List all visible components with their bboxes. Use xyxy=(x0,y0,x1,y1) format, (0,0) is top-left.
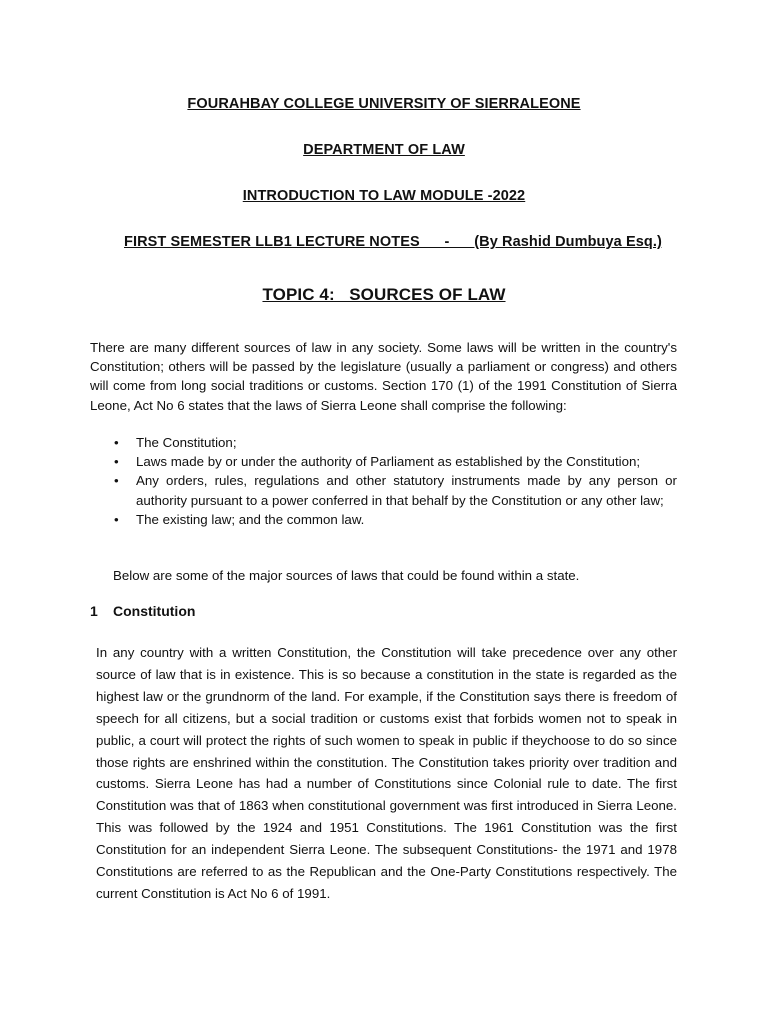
institution-heading: FOURAHBAY COLLEGE UNIVERSITY OF SIERRALEONE xyxy=(187,96,581,112)
list-item xyxy=(90,433,677,452)
module-heading: INTRODUCTION TO LAW MODULE -2022 xyxy=(242,188,526,204)
bullet-icon: • xyxy=(114,454,119,470)
topic-title: TOPIC 4: SOURCES OF LAW xyxy=(262,285,506,304)
bullet-icon: • xyxy=(114,473,119,489)
list-item xyxy=(90,471,677,509)
list-item-text: Any orders, rules, regulations and other statutory instruments made by any person or authority pursuant to a power conferred in that behalf by the Constitution or any other law; xyxy=(136,473,677,508)
intro-paragraph: There are many different sources of law in any society. Some laws will be written in the country's Constitution; others will be passed by the legislature (usually a parliament or congress) and others will come from long social traditions or customs. Section 170 (1) of the 1991 Constitution of Sierra Leone, Act No 6 states that the laws of Sierra Leone shall comprise the following: xyxy=(90,340,677,413)
section-title-text: Constitution xyxy=(113,603,196,619)
list-item xyxy=(90,510,677,529)
list-item xyxy=(90,452,677,471)
lecture-notes-text: FIRST SEMESTER LLB1 LECTURE NOTES - (By Rashid Dumbuya Esq.) xyxy=(124,234,662,250)
list-item-text: The existing law; and the common law. xyxy=(136,511,365,527)
list-item-text: The Constitution; xyxy=(136,435,237,450)
lecture-notes-heading xyxy=(124,234,662,250)
bullet-icon: • xyxy=(114,435,119,450)
section-number: 1 xyxy=(90,603,98,619)
bullet-icon: • xyxy=(114,511,119,527)
constitution-paragraph: In any country with a written Constitution, the Constitution will take precedence over any other source of law that is in existence. This is so because a constitution in the state is regarded as the highest law or the grundnorm of the land. For example, if the Constitution says there is freedom of speech for all citizens, but a social tradition or customs exist that forbids women not to speak in public, a court will protect the rights of such women to speak in public if theychoose to do so since those rights are enshrined within the constitution. The Constitution takes priority over tradition and customs. Sierra Leone has had a number of Constitutions since Colonial rule to date. The first Constitution was that of 1863 when constitutional government was first introduced in Sierra Leone. This was followed by the 1924 and 1951 Constitutions. The 1961 Constitution was the first Constitution for an independent Sierra Leone. The subsequent Constitutions- the 1971 and 1978 Constitutions are referred to as the Republican and the One-Party Constitutions respectively. The current Constitution is Act No 6 of 1991. xyxy=(96,645,677,901)
department-heading: DEPARTMENT OF LAW xyxy=(303,142,465,158)
section-heading xyxy=(90,603,195,619)
laws-list xyxy=(90,433,677,529)
list-item-text: Laws made by or under the authority of Parliament as established by the Constitution; xyxy=(136,454,641,470)
below-sentence: Below are some of the major sources of laws that could be found within a state. xyxy=(113,568,580,583)
